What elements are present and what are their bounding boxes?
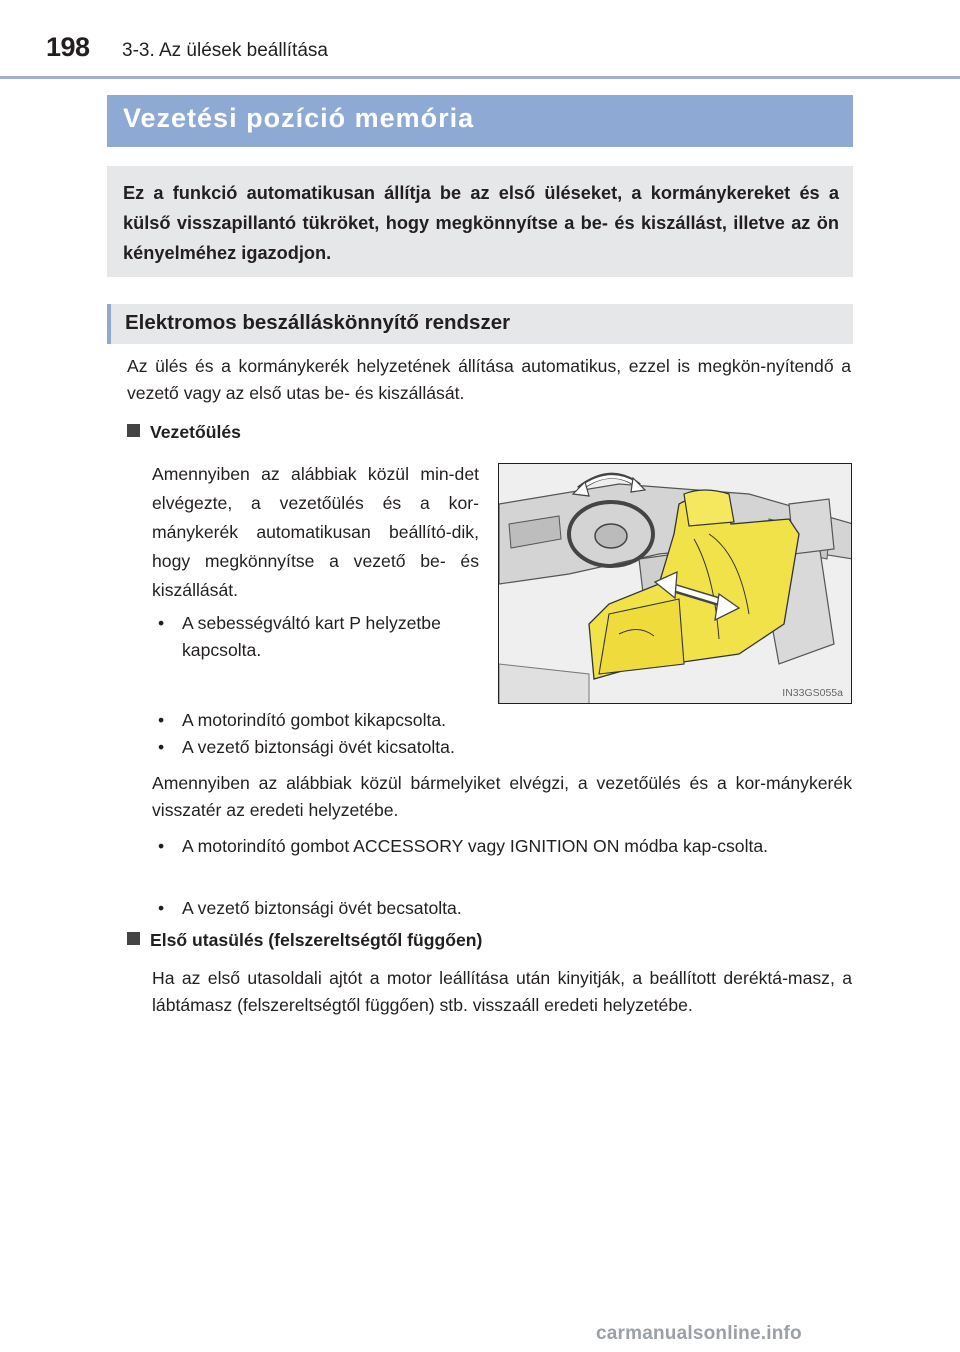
driver-seat-heading <box>127 422 241 443</box>
reset-text: Amennyiben az alábbiak közül bármelyiket elvégzi, a vezetőülés és a kor-mánykerék visszatér az eredeti helyzetébe. <box>152 773 852 820</box>
driver-seat-heading-text: Vezetőülés <box>150 422 241 442</box>
passenger-seat-text: Ha az első utasoldali ajtót a motor leállítása után kinyitják, a beállított deréktá-masz, a lábtámasz (felszereltségtől függően) stb. visszaáll eredeti helyzetébe. <box>152 968 852 1015</box>
passenger-seat-heading <box>127 930 482 951</box>
square-bullet-icon <box>127 932 140 945</box>
list-item: • A motorindító gombot ACCESSORY vagy IGNITION ON módba kap-csolta. <box>158 836 769 856</box>
passenger-seat-heading-text: Első utasülés (felszereltségtől függően) <box>150 930 483 950</box>
driver-seat-text: Amennyiben az alábbiak közül min-det elvégezte, a vezetőülés és a kor-mánykerék automatikusan beállító-dik, hogy megkönnyítse a vezető be- és kiszállását. <box>152 464 479 600</box>
watermark: carmanualsonline.info <box>596 1323 802 1344</box>
square-bullet-icon <box>127 424 140 437</box>
list-item: • A vezető biztonsági övét becsatolta. <box>158 898 462 918</box>
subsection-text: Az ülés és a kormánykerék helyzetének állítása automatikus, ezzel is megkön-nyítendő a vezető vagy az első utas be- és kiszállását. <box>127 356 851 403</box>
intro-box <box>107 166 853 277</box>
intro-text: Ez a funkció automatikusan állítja be az első üléseket, a kormánykereket és a külső visszapillantó tükröket, hogy megkönnyítse a be- és kiszállást, illetve az ön kényelméhez igazodjon. <box>123 183 839 263</box>
header-rule <box>0 76 960 79</box>
seat-illustration <box>498 463 852 704</box>
list-item: • A motorindító gombot kikapcsolta. <box>158 710 447 730</box>
list-item: • A sebességváltó kart P helyzetbe kapcsolta. <box>158 613 441 660</box>
section-title: Vezetési pozíció memória <box>107 95 853 147</box>
list-item: • A vezető biztonsági övét kicsatolta. <box>158 737 455 757</box>
chapter-title: 3-3. Az ülések beállítása <box>122 40 328 61</box>
subsection-title: Elektromos beszálláskönnyítő rendszer <box>107 304 853 344</box>
page-number: 198 <box>46 32 90 62</box>
figure-code: IN33GS055a <box>782 687 843 699</box>
car-interior-illustration <box>499 464 852 704</box>
